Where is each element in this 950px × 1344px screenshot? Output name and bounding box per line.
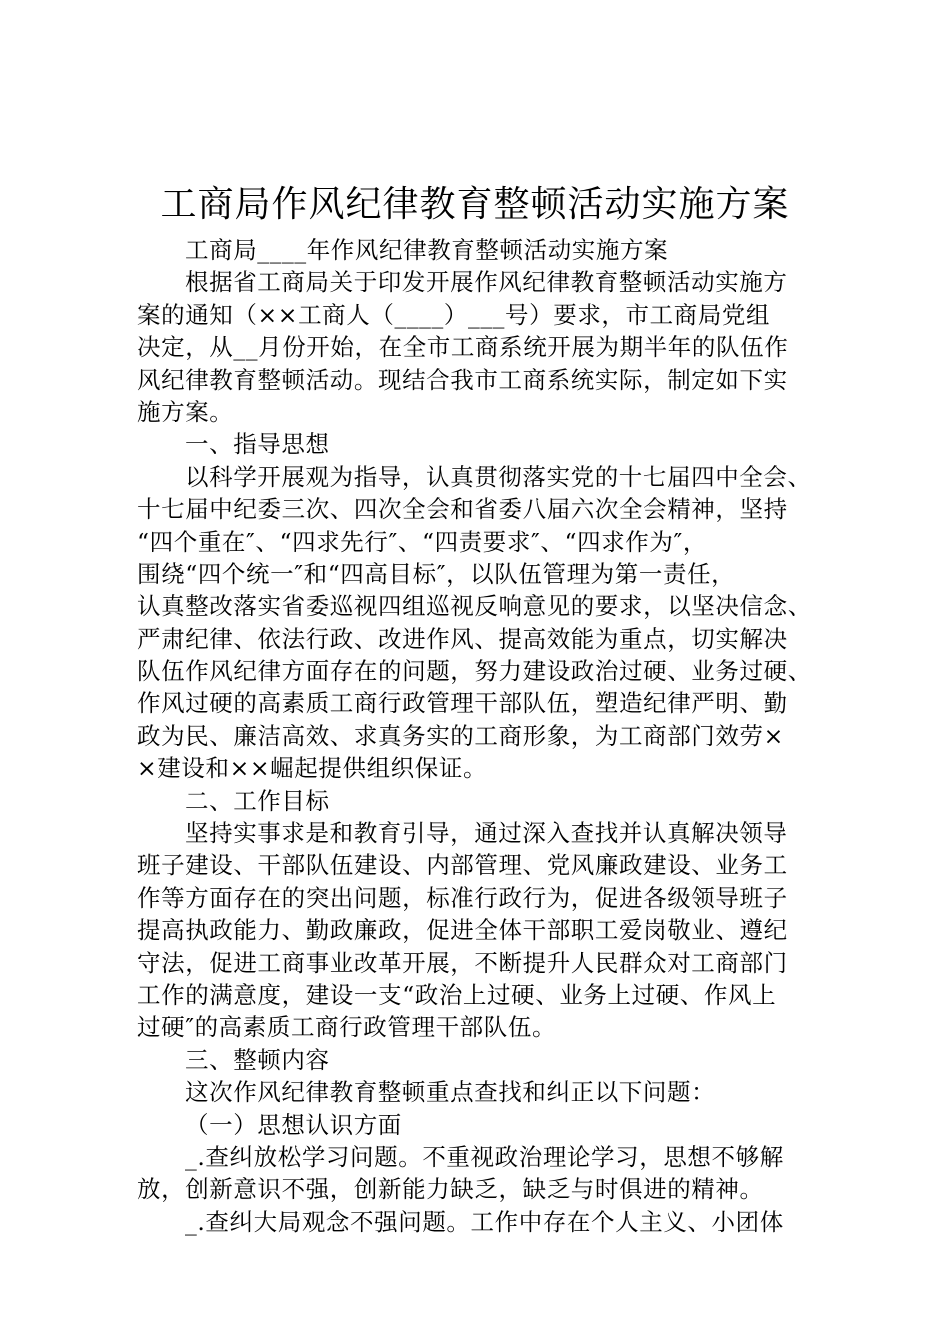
- text-line: 提高执政能力、勤政廉政，促进全体干部职工爱岗敬业、遵纪: [137, 916, 788, 945]
- text-line: 以科学开展观为指导，认真贯彻落实党的十七届四中全会、: [185, 462, 812, 491]
- text-line: 这次作风纪律教育整顿重点查找和纠正以下问题：: [185, 1078, 716, 1107]
- text-line: _.查纠放松学习问题。不重视政治理论学习，思想不够解: [185, 1142, 784, 1171]
- subsection-heading: （一）思想认识方面: [185, 1110, 402, 1139]
- text-line: 十七届中纪委三次、四次全会和省委八届六次全会精神，坚持: [137, 495, 788, 524]
- section-heading: 二、工作目标: [185, 786, 330, 815]
- text-line: 队伍作风纪律方面存在的问题，努力建设政治过硬、业务过硬、: [137, 657, 812, 686]
- text-line: 决定，从__月份开始，在全市工商系统开展为期半年的队伍作: [137, 333, 789, 362]
- section-heading: 一、指导思想: [185, 430, 330, 459]
- document-title: 工商局作风纪律教育整顿活动实施方案: [160, 184, 790, 225]
- text-line: 作等方面存在的突出问题，标准行政行为，促进各级领导班子: [137, 883, 788, 912]
- text-line: “四个重在″、“四求先行″、“四责要求″、“四求作为″，: [137, 527, 707, 556]
- text-line: 工商局____年作风纪律教育整顿活动实施方案: [185, 236, 669, 264]
- text-line: ×建设和××崛起提供组织保证。: [137, 754, 488, 783]
- text-line: 放，创新意识不强，创新能力缺乏，缺乏与时俱进的精神。: [137, 1175, 764, 1204]
- text-line: 过硬″的高素质工商行政管理干部队伍。: [137, 1013, 557, 1042]
- text-line: 班子建设、干部队伍建设、内部管理、党风廉政建设、业务工: [137, 851, 788, 880]
- text-line: 认真整改落实省委巡视四组巡视反响意见的要求，以坚决信念、: [137, 592, 812, 621]
- text-line: 严肃纪律、依法行政、改进作风、提高效能为重点，切实解决: [137, 624, 788, 653]
- text-line: 坚持实事求是和教育引导，通过深入查找并认真解决领导: [185, 819, 788, 848]
- text-line: 作风过硬的高素质工商行政管理干部队伍，塑造纪律严明、勤: [137, 689, 788, 718]
- text-line: 案的通知（××工商人（____）___号）要求，市工商局党组: [137, 300, 771, 329]
- text-line: 围绕“四个统一″和“四高目标″，以队伍管理为第一责任，: [137, 559, 736, 588]
- text-line: 政为民、廉洁高效、求真务实的工商形象，为工商部门效劳×: [137, 721, 784, 750]
- document-body: [137, 234, 827, 1238]
- text-line: 施方案。: [137, 397, 234, 426]
- text-line: 根据省工商局关于印发开展作风纪律教育整顿活动实施方: [185, 268, 788, 297]
- section-heading: 三、整顿内容: [185, 1045, 330, 1074]
- text-line: 工作的满意度，建设一支“政治上过硬、业务上过硬、作风上: [137, 980, 777, 1009]
- text-line: 风纪律教育整顿活动。现结合我市工商系统实际，制定如下实: [137, 365, 788, 394]
- text-line: _.查纠大局观念不强问题。工作中存在个人主义、小团体: [185, 1207, 784, 1236]
- text-line: 守法，促进工商事业改革开展，不断提升人民群众对工商部门: [137, 948, 788, 977]
